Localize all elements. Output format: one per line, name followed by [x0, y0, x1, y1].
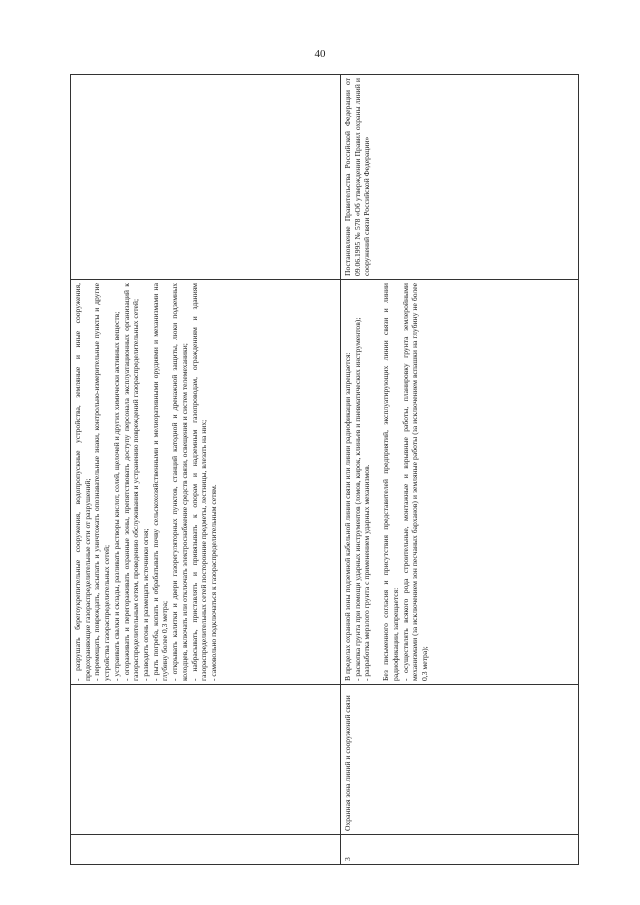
requirement-line: - раскопка грунта при помощи ударных инструментов (ломов, кирок, клиньев и пневматических инструментов);	[352, 317, 362, 681]
legal-basis-cell: Постановление Правительства Российской Федерации от 09.06.1995 № 578 «Об утверждении Правил охраны линий и сооружений связи Российской Федерации»	[341, 75, 579, 280]
regulations-table	[70, 74, 579, 865]
requirement-line: - огораживать и перегораживать охранные зоны, препятствовать доступу персонала эксплуатационных организаций к газораспределительным сетям, проведению обслуживания и устранению повреждений газораспределительных сетей;	[121, 283, 141, 681]
paragraph-gap	[372, 283, 381, 681]
requirement-line: - разработка мерзлого грунта с применением ударных механизмов.	[362, 464, 372, 681]
requirement-line: - осуществлять всякого рода строительные, монтажные и взрывные работы, планировку грунта землеройными механизмами (за исключением зон песчаных барханов) и земляные работы (за исключением вспашки на глубину не более 0,3 метра);	[400, 283, 430, 681]
table-row	[71, 75, 341, 865]
zone-name-cell: Охранная зона линий и сооружений связи	[341, 685, 579, 835]
requirement-line: Без письменного согласия и присутствия представителей предприятий, эксплуатирующих линии связи и линии радиофикации, запрещается:	[381, 283, 400, 681]
requirements-cell	[71, 280, 341, 685]
requirement-line: - самовольно подключаться к газораспределительным сетям.	[209, 484, 219, 681]
row-number-cell	[71, 835, 341, 865]
requirement-line: - открывать калитки и двери газорегуляторных пунктов, станций катодной и дренажной защиты, люки подземных колодцев, включать или отключать электроснабжение средств связи, освещения и систем телемеханики;	[170, 283, 189, 681]
requirement-line: - устраивать свалки и склады, разливать растворы кислот, солей, щелочей и других химически активных веществ;	[111, 311, 121, 681]
requirement-line: - набрасывать, приставлять и привязывать к опорам и надземным газопроводам, ограждениям и зданиям газораспределительных сетей посторонние предметы, лестницы, влезать на них;	[189, 283, 209, 681]
legal-basis-cell	[71, 75, 341, 280]
zone-name-cell	[71, 685, 341, 835]
requirement-line: - рыть погреба, копать и обрабатывать почву сельскохозяйственными и мелиоративными орудиями и механизмами на глубину более 0,3 метра;	[150, 283, 170, 681]
rotated-table-container	[70, 75, 578, 865]
requirement-line: - разводить огонь и размещать источники огня;	[141, 528, 151, 681]
requirement-line: - разрушать берегоукрепительные сооружения, водопропускные устройства, земляные и иные сооружения, предохраняющие газораспределительные сети от разрушений;	[73, 283, 92, 681]
requirement-line: - перемещать, повреждать, засыпать и уничтожать опознавательные знаки, контрольно-измерительные пункты и другие устройства газораспределительных сетей;	[92, 283, 112, 681]
requirement-line: В пределах охранной зоны подземной кабельной линии связи или линии радиофикации запрещается:	[343, 352, 352, 681]
requirements-cell	[341, 280, 579, 685]
table-row	[341, 75, 579, 865]
page-number: 40	[314, 48, 326, 60]
row-number-cell: 3	[341, 835, 579, 865]
